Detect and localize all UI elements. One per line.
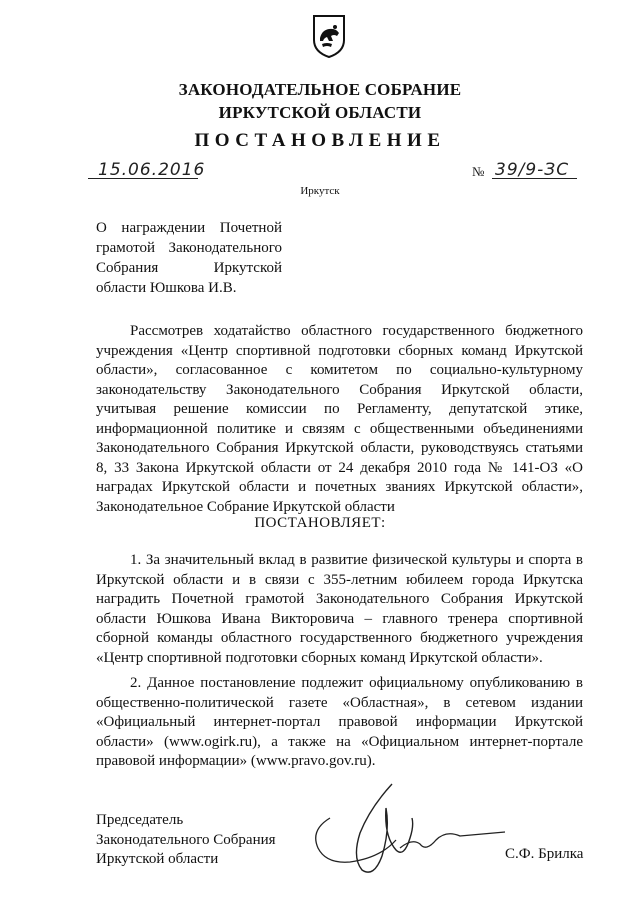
position-line-2: Законодательного Собрания (96, 831, 276, 848)
preamble-paragraph: Рассмотрев ходатайство областного государственного бюджетного учреждения «Центр спортивной подготовки сборных команд Иркутской области», согласованное с комитетом по социально-культурному законодательству Законодательного Собрания Иркутской области, учитывая решение комиссии по Регламенту, депутатской этике, информационной политике и связям с общественными объединениями Законодательного Собрания Иркутской области, руководствуясь статьями 8, 33 Закона Иркутской области от 24 декабря 2010 года № 141-ОЗ «О наградах Иркутской области и почетных званиях Иркутской области», Законодательное Собрание Иркутской области (96, 323, 583, 515)
document-type: ПОСТАНОВЛЕНИЕ (194, 130, 446, 151)
decree-point-1: 1. За значительный вклад в развитие физической культуры и спорта в Иркутской области и в связи с 355-летним юбилеем города Иркутска наградить Почетной грамотой Законодательного Собрания Иркутской области Юшкова Ивана Викторовича – главного тренера спортивной сборной команды областного государственного бюджетного учреждения «Центр спортивной подготовки сборных команд Иркутской области». (96, 552, 583, 666)
document-date: 15.06.2016 (98, 160, 206, 180)
irkutsk-coat-of-arms-icon (312, 14, 346, 58)
decree-point-2: 2. Данное постановление подлежит официальному опубликованию в общественно-политической газете «Областная», в сетевом издании «Официальный интернет-портал правовой информации Иркутской области» (www.ogirk.ru), а также на «Официальном интернет-портале правовой информации» (www.pravo.gov.ru). (96, 675, 583, 769)
position-line-3: Иркутской области (96, 851, 219, 867)
document-number: 39/9-ЗС (495, 160, 570, 180)
organization-name: ЗАКОНОДАТЕЛЬНОЕ СОБРАНИЕ (178, 80, 462, 99)
number-underline (492, 178, 577, 179)
organization-region: ИРКУТСКОЙ ОБЛАСТИ (218, 103, 422, 122)
decree-heading: ПОСТАНОВЛЯЕТ: (254, 515, 386, 531)
document-subject: О награждении Почетной грамотой Законодательного Собрания Иркутской области Юшкова И.В. (96, 220, 282, 296)
position-line-1: Председатель (96, 812, 184, 828)
date-underline (88, 178, 198, 179)
handwritten-signature (300, 778, 510, 888)
signatory-name: С.Ф. Брилка (505, 846, 584, 862)
signatory-position (96, 811, 276, 870)
number-label: № (472, 164, 485, 179)
city-name: Иркутск (300, 185, 340, 197)
